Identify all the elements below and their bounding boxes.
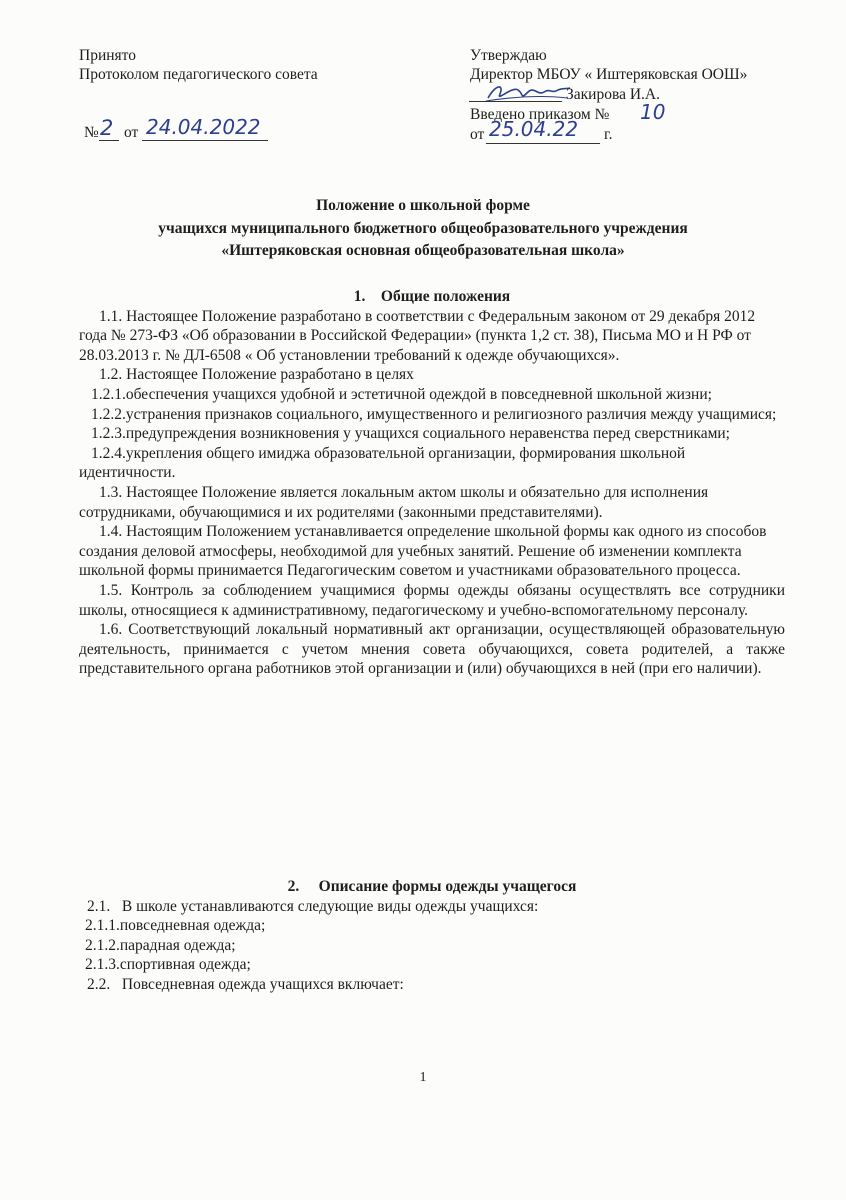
protocol-date-underline bbox=[142, 140, 268, 141]
paragraph-1-2-1-text: обеспечения учащихся удобной и эстетичной одеждой в повседневной школьной жизни; bbox=[125, 385, 712, 403]
section-2-heading: 2. Описание формы одежды учащегося bbox=[287, 878, 577, 895]
paragraph-2-1: 2.1. В школе устанавливаются следующие виды одежды учащихся: bbox=[87, 897, 539, 915]
order-date-handwritten: 25.04.22 bbox=[489, 117, 579, 141]
director-name: Закирова И.А. bbox=[566, 86, 660, 103]
order-year-suffix: г. bbox=[604, 126, 613, 143]
protocol-label: Протоколом педагогического совета bbox=[79, 66, 318, 83]
accepted-label: Принято bbox=[79, 47, 136, 64]
page-number: 1 bbox=[419, 1070, 427, 1085]
protocol-number-label: № bbox=[84, 124, 99, 141]
order-label: Введено приказом № bbox=[470, 106, 610, 123]
paragraph-1-5: 1.5. Контроль за соблюдением учащимися формы одежды обязаны осуществлять все сотрудники школы, относящиеся к административному, педагогическому и учебно-вспомогательному персоналу. bbox=[79, 581, 785, 619]
order-date-underline bbox=[486, 143, 600, 144]
paragraph-1-2-3 bbox=[79, 424, 785, 444]
paragraph-2-2: 2.2. Повседневная одежда учащихся включает: bbox=[87, 975, 404, 993]
paragraph-1-2-4-number: 1.2.4. bbox=[91, 444, 126, 462]
director-label: Директор МБОУ « Иштеряковская ООШ» bbox=[470, 66, 748, 83]
paragraph-2-1-3 bbox=[79, 955, 785, 975]
paragraph-2-1-2-text: парадная одежда; bbox=[119, 936, 236, 954]
paragraph-2-1-1 bbox=[79, 916, 785, 936]
paragraph-1-1: 1.1. Настоящее Положение разработано в соответствии с Федеральным законом от 29 декабря 2012 года № 273-ФЗ «Об образовании в Российской Федерации» (пункта 1,2 ст. 38), Письма МО и Н РФ от 28.03.2013 г. № ДЛ-6508 « Об установлении требований к одежде обучающихся». bbox=[79, 307, 756, 364]
paragraph-2-1-3-number: 2.1.3. bbox=[85, 956, 120, 974]
paragraph-2-1-1-text: повседневная одежда; bbox=[119, 917, 266, 935]
approve-label: Утверждаю bbox=[470, 47, 547, 64]
director-signature bbox=[482, 80, 572, 106]
protocol-number-handwritten: 2 bbox=[100, 116, 114, 140]
paragraph-1-2-3-text: предупреждения возникновения у учащихся социального неравенства перед сверстниками; bbox=[125, 425, 730, 443]
document-title-line-3: «Иштеряковская основная общеобразовательная школа» bbox=[221, 242, 625, 259]
paragraph-1-6: 1.6. Соответствующий локальный нормативный акт организации, осуществляющей образовательную деятельность, принимается с учетом мнения совета обучающихся, совета родителей, а также представительного органа работников этой организации и (или) обучающихся в ней (при его наличии). bbox=[79, 621, 785, 678]
paragraph-2-1-2-number: 2.1.2. bbox=[85, 936, 120, 954]
paragraph-1-2-4 bbox=[79, 444, 785, 483]
protocol-date-handwritten: 24.04.2022 bbox=[146, 115, 261, 139]
director-signature-underline bbox=[469, 101, 562, 102]
paragraph-1-2-3-number: 1.2.3. bbox=[91, 425, 126, 443]
paragraph-2-1-3-text: спортивная одежда; bbox=[119, 956, 251, 974]
protocol-number-underline bbox=[99, 140, 119, 141]
paragraph-1-3: 1.3. Настоящее Положение является локальным актом школы и обязательно для исполнения сотрудниками, обучающимися и их родителями (законными представителями). bbox=[79, 483, 709, 521]
document-title-line-2: учащихся муниципального бюджетного общеобразовательного учреждения bbox=[158, 220, 688, 237]
paragraph-1-2-1-number: 1.2.1. bbox=[91, 385, 126, 403]
paragraph-1-2-2 bbox=[79, 405, 785, 425]
paragraph-2-1-1-number: 2.1.1. bbox=[85, 917, 120, 935]
paragraph-1-2-2-number: 1.2.2. bbox=[91, 405, 126, 423]
section-1-heading: 1. Общие положения bbox=[353, 288, 511, 305]
paragraph-2-1-2 bbox=[79, 936, 785, 956]
order-number-handwritten: 10 bbox=[640, 100, 666, 124]
paragraph-1-2-2-text: устранения признаков социального, имущественного и религиозного различия между учащимися; bbox=[125, 405, 777, 423]
paragraph-1-2: 1.2. Настоящее Положение разработано в целях bbox=[99, 366, 414, 384]
order-date-label: от bbox=[470, 126, 485, 143]
paragraph-1-2-4-text: укрепления общего имиджа образовательной организации, формирования школьной идентичности. bbox=[79, 444, 686, 482]
section-1 bbox=[79, 287, 785, 679]
document-title-line-1: Положение о школьной форме bbox=[316, 197, 530, 214]
protocol-date-label: от bbox=[124, 124, 139, 141]
paragraph-1-4: 1.4. Настоящим Положением устанавливается определение школьной формы как одного из способов создания деловой атмосферы, необходимой для учебных занятий. Решение об изменении комплекта школьной формы принимается Педагогическим советом и участниками образовательного процесса. bbox=[79, 523, 767, 580]
paragraph-1-2-1 bbox=[79, 385, 785, 405]
section-2 bbox=[79, 877, 785, 995]
